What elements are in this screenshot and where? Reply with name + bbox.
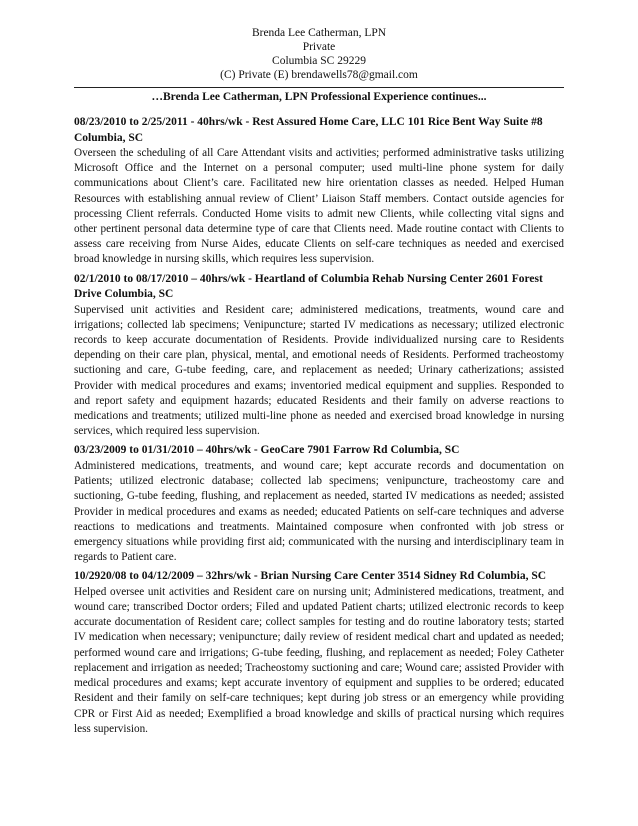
experience-entry — [74, 569, 564, 737]
experience-entry — [74, 272, 564, 440]
experience-entry — [74, 443, 564, 565]
contact-header — [74, 26, 564, 82]
header-divider — [74, 87, 564, 88]
entry-title: 02/1/2010 to 08/17/2010 – 40hrs/wk - Heartland of Columbia Rehab Nursing Center 2601 Forest Drive Columbia, SC — [74, 272, 543, 301]
entry-body: Helped oversee unit activities and Resident care on nursing unit; Administered medications, treatment, and wound care; transcribed Doctor orders; Filed and updated Patient charts; utilized electronic records to keep accurate documentation of Resident care; collect samples for testing and do routine laboratory tests; started IV medication when necessary; venipuncture; daily review of resident medical chart and updated as needed; performed wound care and irrigations; G-tube feeding, flushing, and replacement as needed; Foley Catheter replacement and irrigation as needed; Tracheostomy suctioning and care; Wound care; assisted Provider with medical procedures and exams; kept accurate inventory of equipment and supplies to be ordered; educated Resident and their family on self-care techniques; kept during job stress or an emergency while providing CPR or First Aid as needed; Exemplified a broad knowledge and skills of practical nursing which requires less supervision. — [74, 585, 564, 735]
experience-entry — [74, 115, 564, 268]
city-line: Columbia SC 29229 — [272, 55, 366, 67]
contact-line: (C) Private (E) brendawells78@gmail.com — [220, 69, 418, 81]
address-line: Private — [302, 41, 336, 53]
section-heading: …Brenda Lee Catherman, LPN Professional Experience continues... — [151, 91, 487, 103]
entry-body: Supervised unit activities and Resident care; administered medications, treatments, wound care and irrigations; collected lab specimens; Venipuncture; started IV medications as necessary; utilized electronic records to keep accurate documentation of Residents. Provide individualized nursing care to Residents depending on their care plan, physical, mental, and emotional needs of Residents. Performed tracheostomy suctioning and care, G-tube feeding, care, and replacement as needed; Urinary catherizations; assisted Provider with medical procedures and exams; inventoried medical equipment and supplies. Responded to and report safety and equipment hazards; educated Residents and their family on adverse reactions to medications and treatments; utilized multi-line phone as needed and exercised broad knowledge in nursing services, which required less supervision. — [74, 303, 564, 438]
resume-page — [74, 26, 564, 741]
entry-title: 10/2920/08 to 04/12/2009 – 32hrs/wk - Brian Nursing Care Center 3514 Sidney Rd Columbia, SC — [74, 570, 547, 583]
entry-body: Administered medications, treatments, and wound care; kept accurate records and documentation on Patients; utilized electronic database; collected lab specimens; venipuncture, tracheostomy care and suctioning, G-tube feeding, flushing, and replacement as needed, started IV medications as needed; assisted Provider in medical procedures and exams as needed; educated Patients on self-care techniques and adverse reactions to medications and treatments. Maintained composure when confronted with job stress or emergency situations while providing first aid; communicated with the nursing and interdisciplinary team in regards to Patient care. — [74, 459, 564, 564]
entry-title: 08/23/2010 to 2/25/2011 - 40hrs/wk - Rest Assured Home Care, LLC 101 Rice Bent Way Suite #8 Columbia, SC — [74, 116, 543, 144]
candidate-name: Brenda Lee Catherman, LPN — [251, 27, 387, 39]
entry-body: Overseen the scheduling of all Care Attendant visits and activities; performed administrative tasks utilizing Microsoft Office and the Internet on a personal computer; used multi-line phone system for daily communications about Client’s care. Facilitated new hire orientation classes as needed. Helped Human Resources with establishing annual review of Client’ Liaison Staff members. Contact outside agencies for processing Client referrals. Conducted Home visits to admit new Clients, while collecting vital signs and other pertinent personal data determine type of care that Clients need. Made routine contact with Clients to assess care receiving from Nurse Aides, educate Clients on self-care techniques as needed and exercised broad knowledge in nursing skills, which requires less supervision. — [74, 147, 564, 266]
entry-title: 03/23/2009 to 01/31/2010 – 40hrs/wk - GeoCare 7901 Farrow Rd Columbia, SC — [74, 444, 460, 457]
